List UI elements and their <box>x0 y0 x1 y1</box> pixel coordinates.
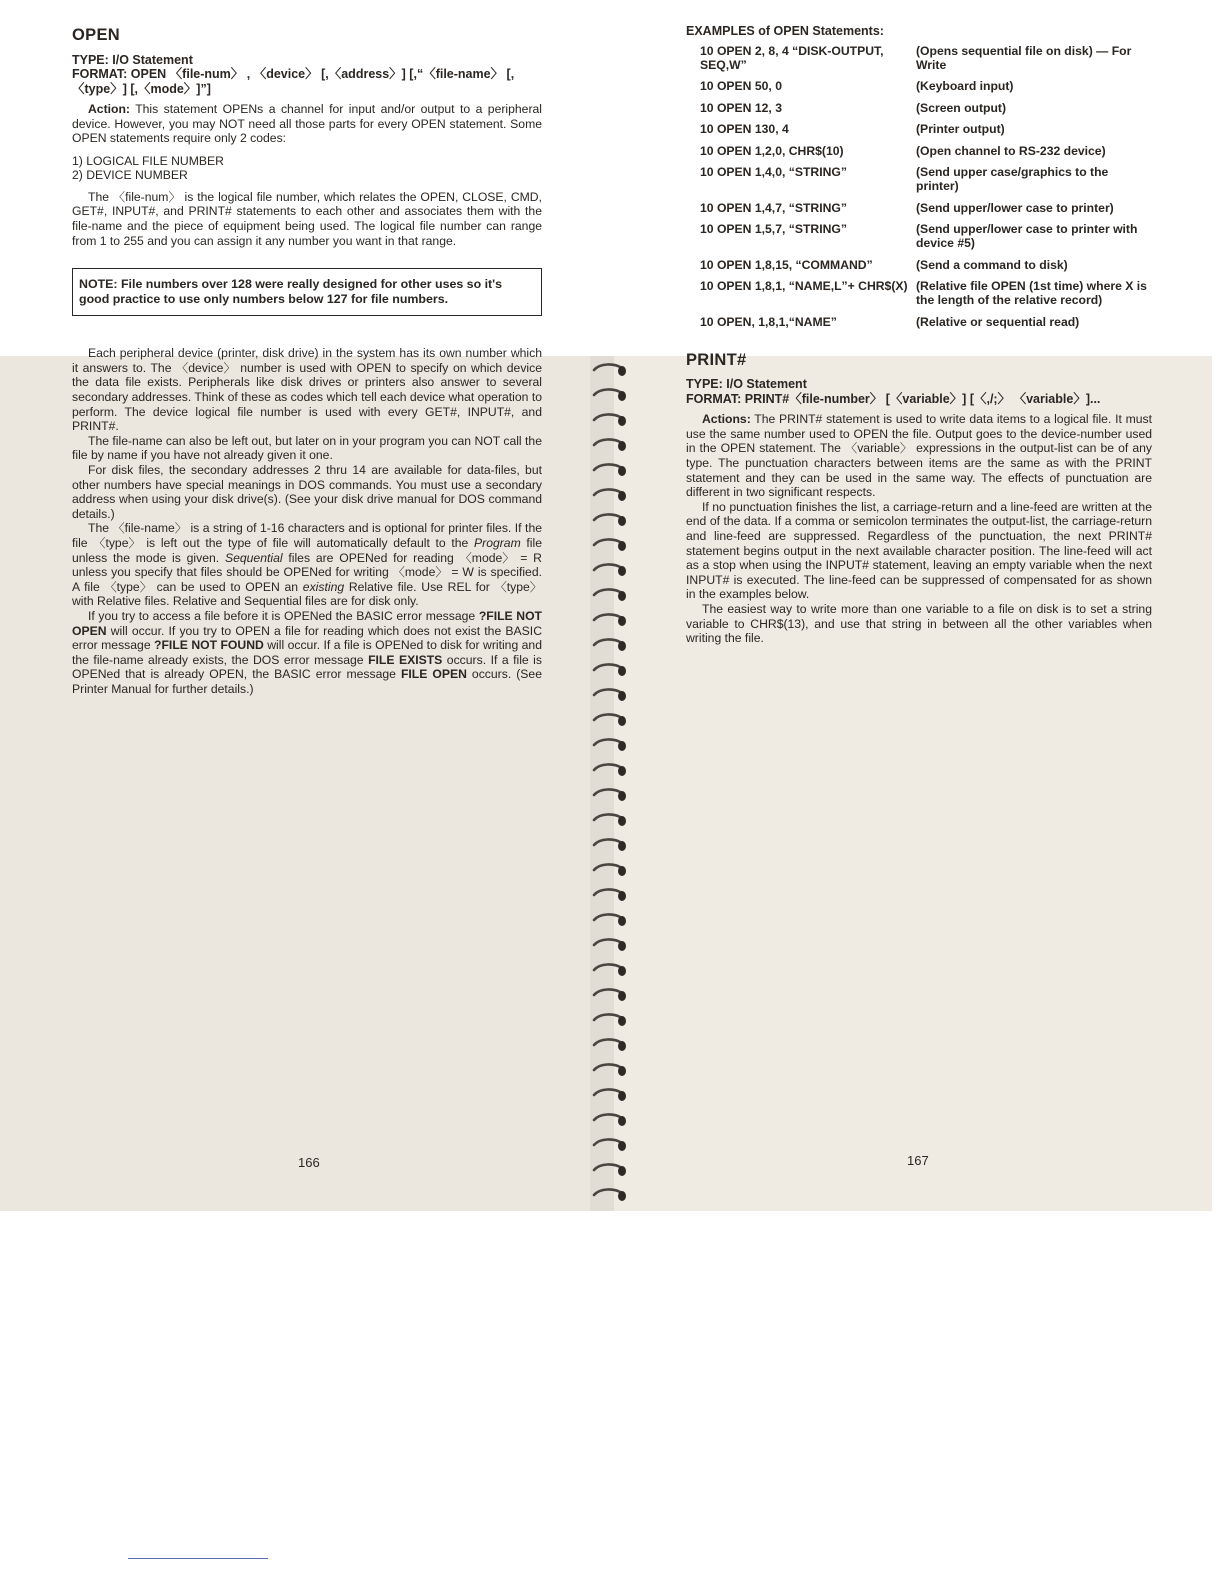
example-code: 10 OPEN, 1,8,1,“NAME” <box>700 314 837 329</box>
binding-coil <box>592 460 628 480</box>
examples-table <box>686 44 1152 329</box>
left-page-content <box>72 28 542 697</box>
program-term: Program <box>474 535 521 550</box>
error-file-exists: FILE EXISTS <box>368 652 443 667</box>
punctuation-paragraph: If no punctuation finishes the list, a carriage-return and a line-feed are written at the end of the data. If a comma or semicolon terminates the output-list, the carriage-return and line-feed are suppressed. Regardless of the punctuation, the next PRINT# statement begins output in the next available character position. The line-feed will act as a stop when using the INPUT# statement, leaving an empty variable when the next INPUT# is executed. The line-feed can be suppressed of compensated for as shown in the examples below. <box>686 499 1152 602</box>
example-description: (Opens sequential file on disk) — For Write <box>916 43 1132 72</box>
error-file-not-found: ?FILE NOT FOUND <box>154 638 264 653</box>
binding-coil <box>592 535 628 555</box>
example-code: 10 OPEN 1,2,0, CHR$(10) <box>700 143 844 158</box>
example-code: 10 OPEN 12, 3 <box>700 100 782 115</box>
binding-coil <box>592 810 628 830</box>
action-text: This statement OPENs a channel for input and/or output to a peripheral device. However, you may NOT need all those parts for every OPEN statement. Some OPEN statements require only 2 codes: <box>72 102 542 146</box>
binding-coil <box>592 1185 628 1205</box>
binding-coil <box>592 1085 628 1105</box>
example-row <box>686 315 1152 329</box>
error-text-c: will occur. If a file is OPENed to disk for writing and the file-name already exists, the DOS error message <box>72 638 542 667</box>
type-paragraph <box>72 521 542 609</box>
error-text-d: occurs. If a file is OPENed that is already OPEN, the BASIC error message <box>72 652 542 682</box>
binding-coil <box>592 1135 628 1155</box>
type-text-d: Relative file. Use REL for 〈type〉 with Relative files. Relative and Sequential files are for disk only. <box>72 579 542 609</box>
example-row <box>686 122 1152 136</box>
example-description: (Send upper/lower case to printer with device #5) <box>916 222 1138 251</box>
list-item: 1) LOGICAL FILE NUMBER <box>72 153 224 168</box>
section-heading-print: PRINT# <box>686 350 747 369</box>
example-code: 10 OPEN 1,4,0, “STRING” <box>700 165 847 180</box>
example-code: 10 OPEN 1,5,7, “STRING” <box>700 222 847 237</box>
error-text-b: will occur. If you try to OPEN a file for reading which does not exist the BASIC error message <box>72 623 542 653</box>
action-paragraph <box>72 102 542 146</box>
type-line: TYPE: I/O Statement <box>686 377 807 392</box>
binding-coil <box>592 1060 628 1080</box>
example-row <box>686 201 1152 215</box>
example-row <box>686 79 1152 93</box>
example-row <box>686 44 1152 72</box>
example-description: (Send a command to disk) <box>916 257 1068 272</box>
file-name-paragraph: The file-name can also be left out, but later on in your program you can NOT call the file by name if you have not already given it one. <box>72 433 542 463</box>
binding-coil <box>592 710 628 730</box>
error-file-not-open: ?FILE NOT OPEN <box>72 608 542 638</box>
example-description: (Send upper/lower case to printer) <box>916 200 1114 215</box>
example-row <box>686 279 1152 307</box>
type-text-a: The 〈file-name〉 is a string of 1-16 characters and is optional for printer files. If the file 〈type〉 is left out the type of file will automatically default to the <box>72 521 542 550</box>
example-code: 10 OPEN 1,8,15, “COMMAND” <box>700 257 873 272</box>
binding-coil <box>592 935 628 955</box>
binding-coil <box>592 735 628 755</box>
binding-coil <box>592 1010 628 1030</box>
binding-coil <box>592 510 628 530</box>
example-description: (Send upper case/graphics to the printer) <box>916 165 1109 194</box>
binding-coil <box>592 760 628 780</box>
example-description: (Relative file OPEN (1st time) where X is the length of the relative record) <box>916 279 1147 308</box>
device-paragraph: Each peripheral device (printer, disk drive) in the system has its own number which it answers to. The 〈device〉 number is used with OPEN to specify on which device the data file exists. Peripherals like disk drives or printers also answer to several secondary addresses. Think of these as codes which tell each device what operation to perform. The device logical file number is used with every GET#, INPUT#, and PRINT#. <box>72 346 542 434</box>
example-description: (Printer output) <box>916 122 1005 137</box>
binding-coil <box>592 1035 628 1055</box>
example-description: (Open channel to RS-232 device) <box>916 143 1106 158</box>
binding-coil <box>592 635 628 655</box>
page-number-right: 167 <box>907 1153 929 1168</box>
binding-coil <box>592 835 628 855</box>
existing-term: existing <box>302 579 345 594</box>
example-row <box>686 258 1152 272</box>
example-code: 10 OPEN 1,4,7, “STRING” <box>700 200 847 215</box>
type-text-c: files are OPENed for reading 〈mode〉 = R unless you specify that files should be OPENed for writing 〈mode〉 = W is specified. A file 〈type〉 can be used to OPEN an <box>72 550 542 594</box>
error-text-e: occurs. (See Printer Manual for further details.) <box>72 667 542 696</box>
binding-coil <box>592 785 628 805</box>
actions-text: The PRINT# statement is used to write data items to a logical file. It must use the same number used to OPEN the file. Output goes to the device-number used in the OPEN statement. The 〈variable〉 expressions in the output-list can be of any type. The punctuation characters between items are the same as with the PRINT statement and they can be used in the same way. The effects of punctuation are different in two significant respects. <box>686 412 1152 500</box>
binding-coil <box>592 960 628 980</box>
actions-label: Actions: <box>702 412 751 427</box>
format-line: FORMAT: PRINT#〈file-number〉 [〈variable〉] [〈,/;〉 〈variable〉]... <box>686 391 1101 406</box>
file-num-paragraph: The 〈file-num〉 is the logical file number, which relates the OPEN, CLOSE, CMD, GET#, INPUT#, and PRINT# statements to each other and associates them with the file-name and the piece of equipment being used. The logical file number can range from 1 to 255 and you can assign it any number you want in that range. <box>72 189 542 248</box>
list-item: 2) DEVICE NUMBER <box>72 167 188 182</box>
error-text-a: If you try to access a file before it is OPENed the BASIC error message <box>88 608 479 623</box>
example-row <box>686 101 1152 115</box>
actions-paragraph <box>686 412 1152 500</box>
code-list <box>72 154 542 182</box>
example-code: 10 OPEN 2, 8, 4 “DISK-OUTPUT, SEQ,W” <box>700 43 884 72</box>
binding-coil <box>592 860 628 880</box>
example-code: 10 OPEN 1,8,1, “NAME,L”+ CHR$(X) <box>700 279 908 294</box>
binding-coil <box>592 360 628 380</box>
disk-paragraph: For disk files, the secondary addresses 2 thru 14 are available for data-files, but other numbers have special meanings in DOS commands. You must use a secondary address when using your disk drive(s). (See your disk drive manual for DOS command details.) <box>72 463 542 521</box>
example-row <box>686 165 1152 193</box>
example-row <box>686 222 1152 250</box>
binding-coil <box>592 1160 628 1180</box>
sequential-term: Sequential <box>224 550 283 565</box>
underline-rule <box>128 1558 268 1559</box>
format-line: FORMAT: OPEN 〈file-num〉 , 〈device〉 [,〈address〉] [,“〈file-name〉 [,〈type〉] [,〈mode〉]”] <box>72 67 515 96</box>
page-number-left: 166 <box>298 1155 320 1170</box>
note-box: NOTE: File numbers over 128 were really designed for other uses so it's good practice to use only numbers below 127 for file numbers. <box>72 268 542 316</box>
type-line: TYPE: I/O Statement <box>72 52 193 67</box>
binding-coil <box>592 410 628 430</box>
binding-coil <box>592 910 628 930</box>
binding-coil <box>592 685 628 705</box>
error-paragraph <box>72 609 542 697</box>
examples-title: EXAMPLES of OPEN Statements: <box>686 24 884 38</box>
example-row <box>686 144 1152 158</box>
example-description: (Screen output) <box>916 100 1007 115</box>
easiest-way-paragraph: The easiest way to write more than one variable to a file on disk is to set a string variable to CHR$(13), and use that string in between all the other variables when writing the file. <box>686 601 1152 646</box>
binding-coil <box>592 660 628 680</box>
binding-coil <box>592 610 628 630</box>
binding-coil <box>592 1110 628 1130</box>
type-text-b: file unless the mode is given. <box>72 535 542 565</box>
action-label: Action: <box>88 102 130 117</box>
example-description: (Relative or sequential read) <box>916 314 1080 329</box>
binding-coil <box>592 385 628 405</box>
binding-coil <box>592 485 628 505</box>
binding-coil <box>592 985 628 1005</box>
example-description: (Keyboard input) <box>916 79 1014 94</box>
right-page-content <box>686 24 1152 646</box>
binding-coil <box>592 885 628 905</box>
example-code: 10 OPEN 50, 0 <box>700 79 782 94</box>
binding-coil <box>592 435 628 455</box>
error-file-open: FILE OPEN <box>400 667 467 682</box>
example-code: 10 OPEN 130, 4 <box>700 122 789 137</box>
binding-coil <box>592 560 628 580</box>
binding-coil <box>592 585 628 605</box>
section-heading-open: OPEN <box>72 26 120 44</box>
